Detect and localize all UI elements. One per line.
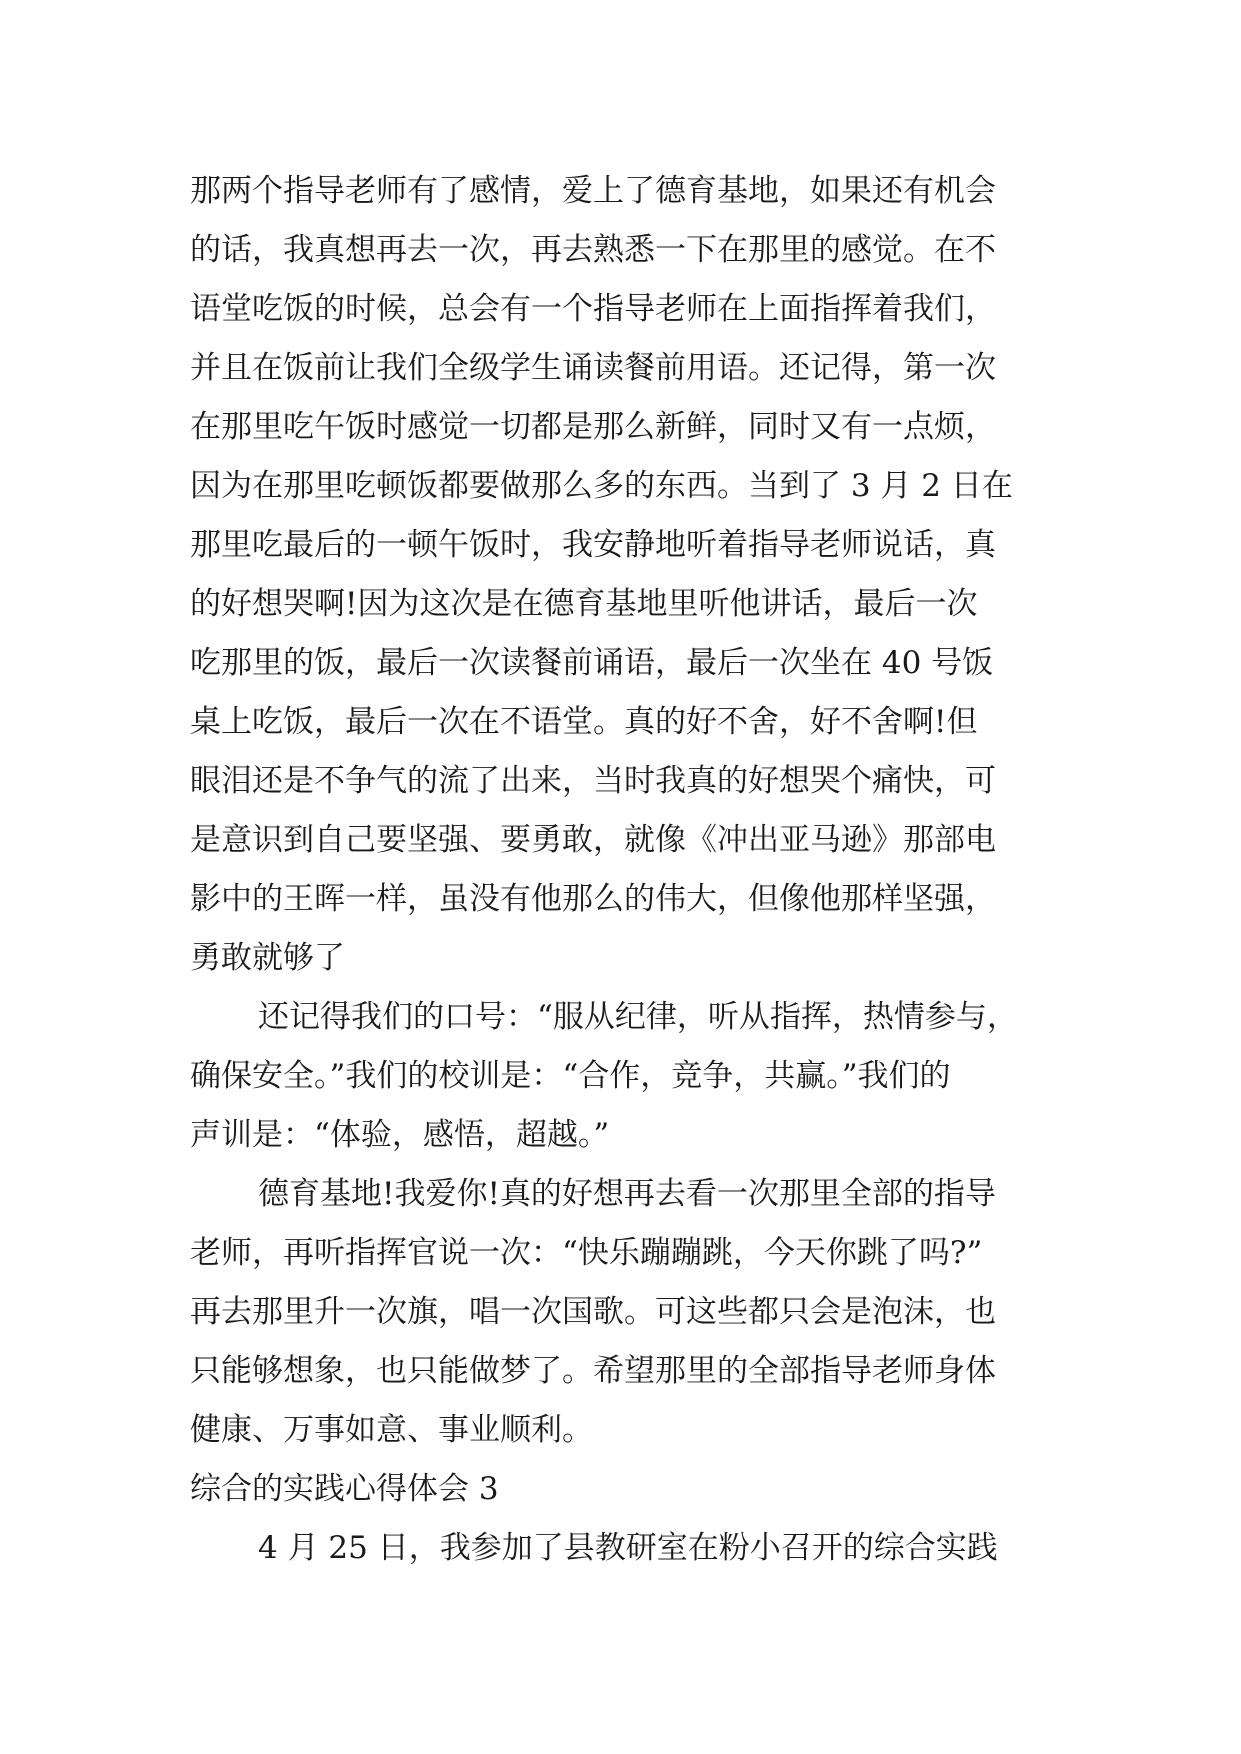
text-line: 德育基地!我爱你!真的好想再去看一次那里全部的指导 [258,1176,996,1212]
text-line: 老师，再听指挥官说一次：“快乐蹦蹦跳，今天你跳了吗?” [190,1235,983,1271]
text-line: 在那里吃午饭时感觉一切都是那么新鲜，同时又有一点烦， [190,409,996,445]
text-line: 确保安全。”我们的校训是：“合作，竞争，共赢。”我们的 [190,1058,951,1094]
text-line: 的好想哭啊!因为这次是在德育基地里听他讲话，最后一次 [190,586,978,622]
text-line: 眼泪还是不争气的流了出来，当时我真的好想哭个痛快，可 [190,763,996,799]
text-line: 只能够想象，也只能做梦了。希望那里的全部指导老师身体 [190,1353,996,1389]
text-line: 那两个指导老师有了感情，爱上了德育基地，如果还有机会 [190,173,996,209]
text-line: 勇敢就够了 [190,940,345,976]
text-line: 语堂吃饭的时候，总会有一个指导老师在上面指挥着我们， [190,291,996,327]
text-line: 声训是：“体验，感悟，超越。” [190,1117,610,1153]
text-line: 那里吃最后的一顿午饭时，我安静地听着指导老师说话，真 [190,527,996,563]
text-line: 的话，我真想再去一次，再去熟悉一下在那里的感觉。在不 [190,232,996,268]
text-line: 健康、万事如意、事业顺利。 [190,1412,593,1448]
text-line: 吃那里的饭，最后一次读餐前诵语，最后一次坐在 40 号饭 [190,645,994,681]
text-line: 4 月 25 日，我参加了县教研室在粉小召开的综合实践 [258,1530,998,1566]
text-line: 并且在饭前让我们全级学生诵读餐前用语。还记得，第一次 [190,350,996,386]
text-line: 还记得我们的口号：“服从纪律，听从指挥，热情参与， [258,999,1018,1035]
text-line: 再去那里升一次旗，唱一次国歌。可这些都只会是泡沫，也 [190,1294,996,1330]
text-line: 影中的王晖一样，虽没有他那么的伟大，但像他那样坚强， [190,881,996,917]
text-line: 桌上吃饭，最后一次在不语堂。真的好不舍，好不舍啊!但 [190,704,978,740]
text-line: 因为在那里吃顿饭都要做那么多的东西。当到了 3 月 2 日在 [190,468,1013,504]
text-line: 综合的实践心得体会 3 [190,1471,499,1507]
text-line: 是意识到自己要坚强、要勇敢，就像《冲出亚马逊》那部电 [190,822,996,858]
body-text [190,162,1070,1578]
